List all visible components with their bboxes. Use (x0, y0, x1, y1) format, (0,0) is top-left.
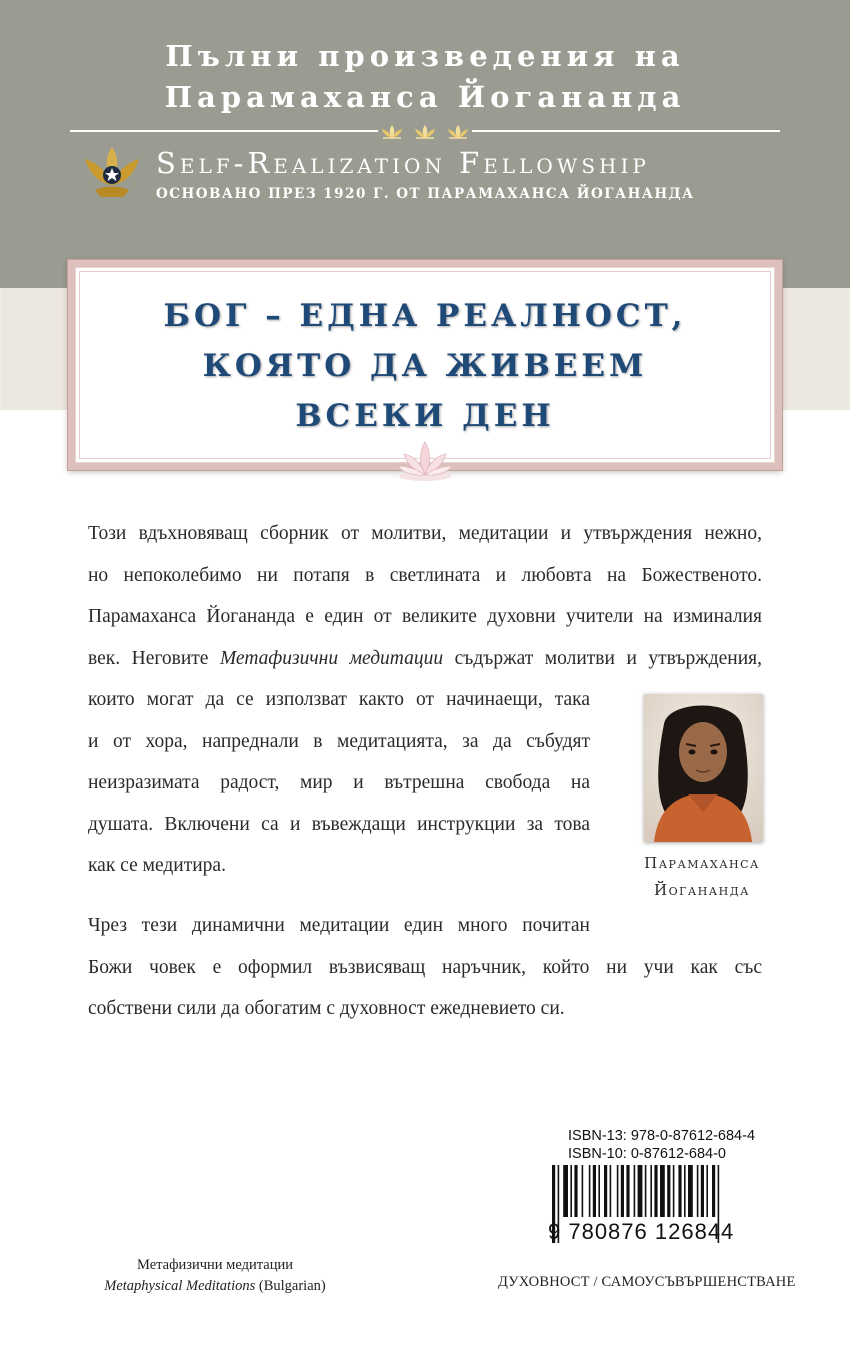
description-line: Парамаханса Йогананда е един от великите духовни учители на изминалия (88, 606, 762, 627)
barcode-bar (660, 1165, 665, 1217)
text-segment: съдържат молитви и утвърждения, (454, 647, 762, 669)
barcode-bar (673, 1165, 675, 1217)
barcode-bar (684, 1165, 686, 1217)
barcode-bar (621, 1165, 624, 1217)
barcode-bar (604, 1165, 607, 1217)
caption-line-1: Парамаханса (644, 854, 760, 872)
lotus-ornament (378, 119, 472, 141)
barcode-bar (654, 1165, 657, 1217)
lotus-icon (378, 123, 406, 141)
title-credits (100, 1255, 330, 1297)
srf-emblem-icon (83, 145, 141, 203)
barcode-bar (593, 1165, 596, 1217)
barcode-bar (617, 1165, 619, 1217)
english-title (100, 1276, 330, 1297)
isbn-13: ISBN-13: 978-0-87612-684-4 (568, 1128, 756, 1144)
barcode-bar (598, 1165, 600, 1217)
isbn-10: ISBN-10: 0-87612-684-0 (568, 1146, 726, 1162)
author-portrait (644, 694, 763, 842)
caption-line-2: Йогананда (653, 881, 750, 899)
barcode-bar (610, 1165, 612, 1217)
series-title (0, 36, 850, 118)
description-line: неизразимата радост, мир и вътрешна свобода на (88, 772, 590, 793)
bulgarian-title: Метафизични медитации (137, 1257, 293, 1273)
english-title-suffix: (Bulgarian) (255, 1278, 326, 1294)
barcode-bar (688, 1165, 693, 1217)
description-line: Този вдъхновяващ сборник от молитви, медитации и утвърждения нежно, (88, 523, 762, 544)
barcode-bar (634, 1165, 636, 1217)
description-line: душата. Включени са и въвеждащи инструкции за това (88, 813, 590, 835)
description-line: но непоколебимо ни потапя в светлината и любовта на Божественото. (88, 564, 762, 586)
text-segment: век. Неговите (88, 647, 209, 669)
barcode-digits: 9 780876 126844 (548, 1219, 735, 1244)
isbn-block (568, 1127, 768, 1163)
description-line: собствени сили да обогатим с духовност ежедневието си. (88, 998, 565, 1019)
book-title (75, 291, 775, 441)
portrait-caption (600, 850, 804, 904)
barcode-bar (712, 1165, 715, 1217)
description-line: Божи човек е оформил възвисяващ наръчник, който ни учи как със (88, 956, 762, 978)
description-line: как се медитира. (88, 855, 226, 876)
barcode-bar (582, 1165, 584, 1217)
description-line: и от хора, напреднали в медитацията, за да събудят (88, 730, 590, 752)
book-title-line-1: БОГ – ЕДНА РЕАЛНОСТ, (163, 298, 687, 334)
barcode-bar (706, 1165, 708, 1217)
category-label: ДУХОВНОСТ / САМОУСЪВЪРШЕНСТВАНЕ (498, 1274, 796, 1290)
portrait-image (644, 694, 763, 842)
english-title-italic: Metaphysical Meditations (104, 1278, 256, 1294)
barcode-bar (589, 1165, 591, 1217)
barcode-bar (667, 1165, 670, 1217)
italic-book-title: Метафизични медитации (219, 647, 444, 669)
barcode-bar (650, 1165, 652, 1217)
divider-left (70, 130, 378, 132)
barcode-bar (570, 1165, 572, 1217)
book-title-line-3: ВСЕКИ ДЕН (295, 398, 555, 434)
lotus-icon (411, 123, 439, 141)
barcode-bar (697, 1165, 699, 1217)
description-line: които могат да се използват както от начинаещи, така (88, 689, 590, 710)
barcode-bar (645, 1165, 647, 1217)
barcode-bar (626, 1165, 629, 1217)
founded-line: ОСНОВАНО ПРЕЗ 1920 Г. ОТ ПАРАМАХАНСА ЙОГАНАНДА (156, 186, 695, 202)
organization-name: Self-Realization Fellowship (156, 146, 650, 180)
barcode-bar (638, 1165, 643, 1217)
barcode-bar (678, 1165, 681, 1217)
book-title-line-2: КОЯТО ДА ЖИВЕЕМ (202, 348, 648, 384)
series-title-line-1: Пълни произведения на (165, 39, 685, 73)
barcode-bar (574, 1165, 577, 1217)
series-title-line-2: Парамаханса Йогананда (164, 80, 686, 114)
divider-right (472, 130, 780, 132)
pink-lotus-icon (394, 438, 456, 484)
description-paragraph-2 (88, 905, 762, 1030)
lotus-icon (444, 123, 472, 141)
description-line: Чрез тези динамични медитации един много почитан (88, 915, 590, 936)
barcode-bar (563, 1165, 568, 1217)
barcode-bar (701, 1165, 704, 1217)
description-line (88, 638, 762, 680)
